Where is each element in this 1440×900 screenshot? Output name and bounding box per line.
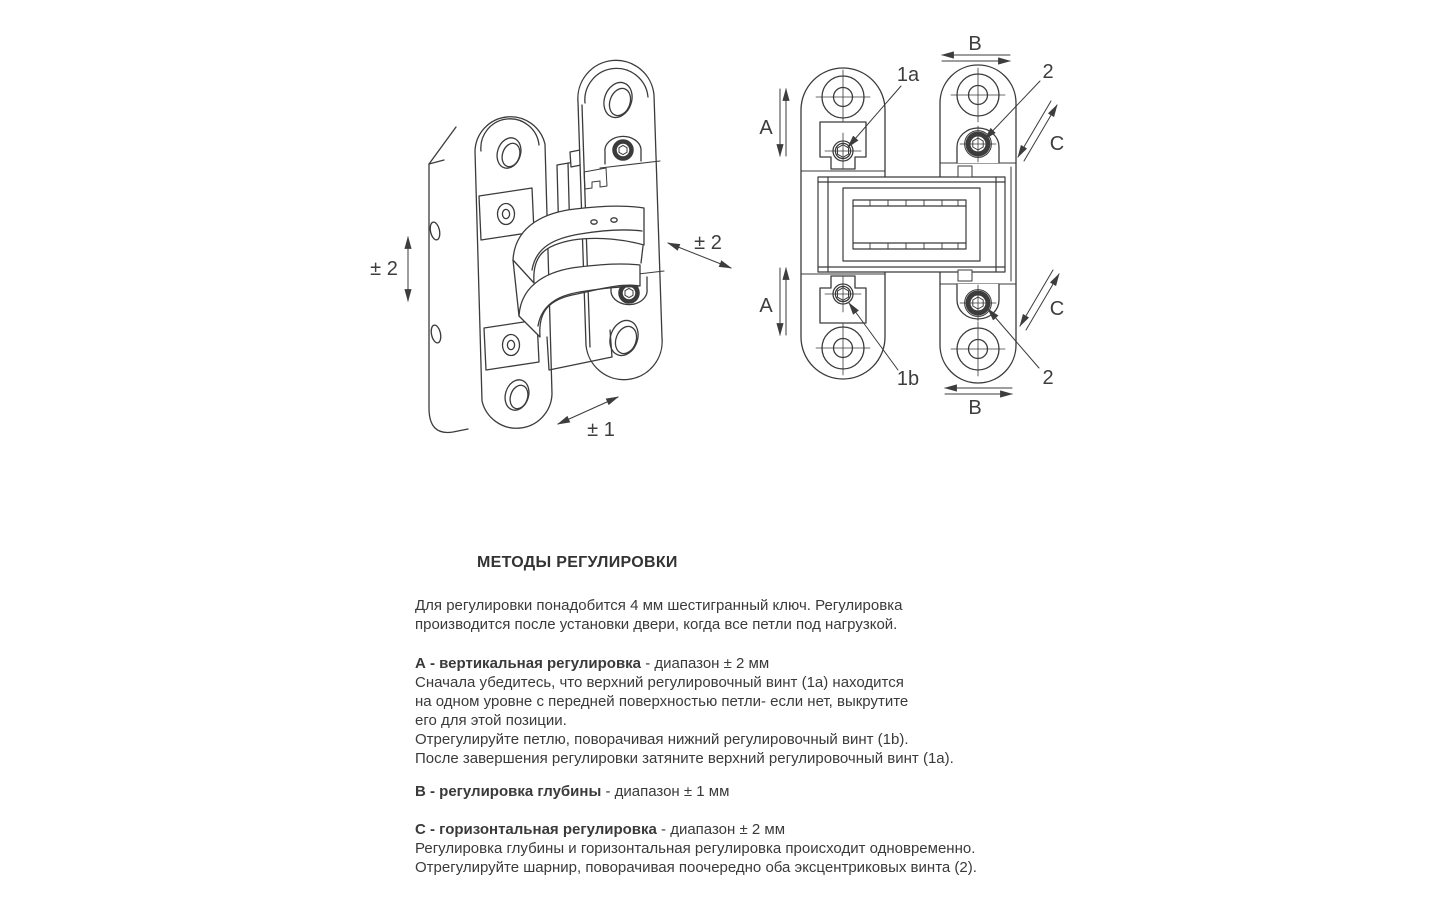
section-a-range: - диапазон ± 2 мм [641, 655, 770, 672]
text-line: Отрегулируйте шарнир, поворачивая поочередно оба эксцентриковых винта (2). [415, 859, 977, 876]
iso-back-plate [475, 117, 552, 428]
arrow-b-bottom [945, 388, 1012, 394]
label-c-bottom: C [1049, 298, 1065, 320]
text-line: производится после установки двери, когда все петли под нагрузкой. [415, 616, 898, 633]
front-linkage [818, 177, 1005, 272]
iso-view [370, 60, 731, 441]
arrow-b-top [942, 55, 1010, 61]
section-c-term: С - горизонтальная регулировка [415, 821, 657, 838]
label-b-bottom: B [968, 397, 982, 419]
arrow-a-bottom [780, 268, 786, 335]
section-c-heading [415, 820, 1175, 839]
text-line: Регулировка глубины и горизонтальная регулировка происходит одновременно. [415, 840, 976, 857]
text-line: Сначала убедитесь, что верхний регулировочный винт (1a) находится [415, 674, 904, 691]
intro-paragraph [415, 596, 1175, 634]
section-a [415, 654, 1175, 768]
section-c [415, 820, 1175, 877]
section-a-term: А - вертикальная регулировка [415, 655, 642, 672]
label-c-top: C [1049, 133, 1065, 155]
label-b-top: B [968, 33, 982, 55]
section-a-heading [415, 654, 1175, 673]
text-line: на одном уровне с передней поверхностью петли- если нет, выкрутите [415, 693, 909, 710]
front-view [759, 33, 1064, 419]
page-title: МЕТОДЫ РЕГУЛИРОВКИ [477, 554, 678, 571]
iso-mortise-body [429, 127, 468, 433]
label-1a: 1a [896, 64, 920, 86]
label-2-bottom: 2 [1042, 367, 1054, 389]
label-2-top: 2 [1042, 61, 1054, 83]
label-a-bottom: A [759, 295, 773, 317]
section-b-range: - диапазон ± 1 мм [601, 783, 730, 800]
text-line: Для регулировки понадобится 4 мм шестигранный ключ. Регулировка [415, 597, 903, 614]
section-b-heading [415, 782, 1175, 801]
arrow-a-top [780, 89, 786, 156]
label-1b: 1b [896, 368, 920, 390]
iso-vertical-range-label: ± 2 [370, 258, 398, 280]
section-c-range: - диапазон ± 2 мм [656, 821, 786, 838]
iso-depth-range-label: ± 1 [587, 419, 615, 441]
text-line: Отрегулируйте петлю, поворачивая нижний регулировочный винт (1b). [415, 731, 909, 748]
iso-lateral-range-label: ± 2 [694, 232, 722, 254]
section-b [415, 782, 1175, 801]
iso-annotations [408, 237, 731, 424]
text-line: После завершения регулировки затяните верхний регулировочный винт (1a). [415, 750, 954, 767]
instructions [415, 553, 1175, 877]
label-a-top: A [759, 117, 773, 139]
section-b-term: В - регулировка глубины [415, 783, 602, 800]
text-line: его для этой позиции. [415, 712, 567, 729]
